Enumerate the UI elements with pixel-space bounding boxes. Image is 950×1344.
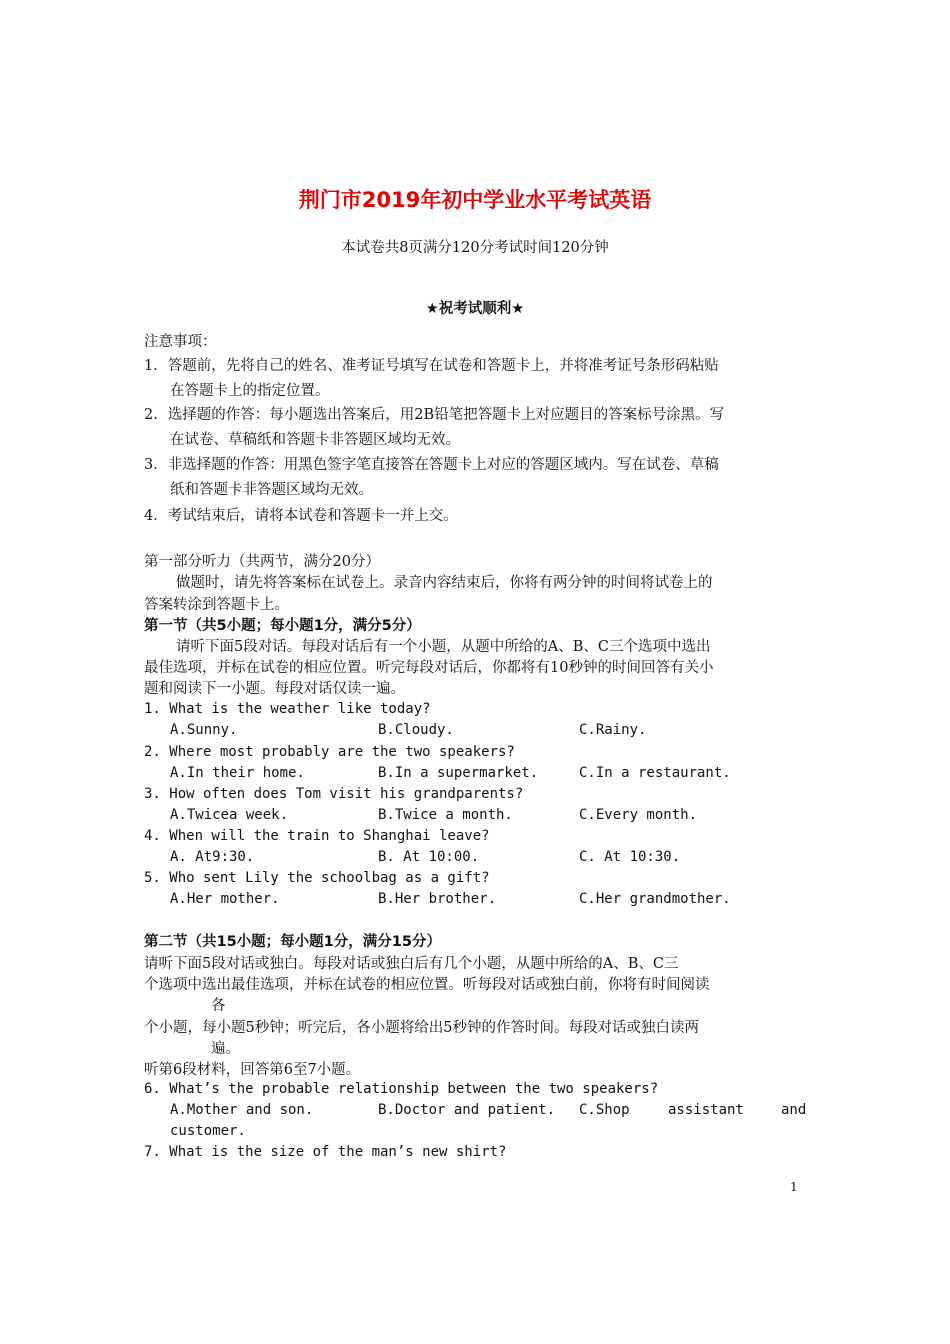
note-4: 4．考试结束后，请将本试卷和答题卡一并上交。 [144, 508, 458, 524]
option-c: C.In a restaurant. [579, 765, 731, 781]
option-c-cont: customer. [170, 1123, 246, 1139]
note-2: 2．选择题的作答：每小题选出答案后，用2B铅笔把答题卡上对应题目的答案标号涂黑。写 [144, 407, 725, 423]
question-3: 3. How often does Tom visit his grandparents? [144, 786, 524, 802]
section1-instructions-2: 最佳选项，并标在试卷的相应位置。听完每段对话后，你都将有10秒钟的时间回答有关小 [144, 660, 714, 676]
question-6: 6. What’s the probable relationship between the two speakers? [144, 1081, 659, 1097]
option-a: A.In their home. [170, 765, 305, 781]
section2-instructions-3: 各 [211, 998, 226, 1014]
question-1: 1. What is the weather like today? [144, 701, 431, 717]
part1-intro: 做题时，请先将答案标在试卷上。录音内容结束后，你将有两分钟的时间将试卷上的 [176, 575, 713, 591]
note-3-cont: 纸和答题卡非答题区域均无效。 [170, 482, 373, 498]
part1-intro-cont: 答案转涂到答题卡上。 [144, 597, 289, 613]
section2-title: 第二节（共15小题；每小题1分，满分15分） [144, 934, 441, 950]
page-title: 荆门市2019年初中学业水平考试英语 [298, 188, 652, 212]
option-c: C.Shop [579, 1102, 630, 1118]
section1-instructions: 请听下面5段对话。每段对话后有一个小题，从题中所给的A、B、C三个选项中选出 [176, 639, 711, 655]
option-c: C.Every month. [579, 807, 698, 823]
material-6-instruction: 听第6段材料，回答第6至7小题。 [144, 1062, 361, 1078]
option-a: A.Twicea week. [170, 807, 289, 823]
option-a: A.Mother and son. [170, 1102, 314, 1118]
section2-instructions-4: 个小题，每小题5秒钟；听完后，各小题将给出5秒钟的作答时间。每段对话或独白读两 [144, 1020, 699, 1036]
option-c: C. At 10:30. [579, 849, 681, 865]
option-a: A. At9:30. [170, 849, 255, 865]
option-a: A.Sunny. [170, 722, 238, 738]
question-5: 5. Who sent Lily the schoolbag as a gift? [144, 870, 490, 886]
option-c: C.Her grandmother. [579, 891, 731, 907]
notes-heading: 注意事项： [144, 334, 217, 350]
section1-instructions-3: 题和阅读下一小题。每段对话仅读一遍。 [144, 681, 405, 697]
option-b: B.Her brother. [378, 891, 497, 907]
question-2: 2. Where most probably are the two speakers? [144, 744, 515, 760]
option-c-word: and [781, 1102, 807, 1118]
section2-instructions-5: 遍。 [211, 1041, 240, 1057]
question-7: 7. What is the size of the man’s new shirt? [144, 1144, 507, 1160]
section2-instructions: 请听下面5段对话或独白。每段对话或独白后有几个小题，从题中所给的A、B、C三 [144, 956, 679, 972]
exam-info: 本试卷共8页满分120分考试时间120分钟 [341, 240, 609, 256]
option-c-word: assistant [668, 1102, 744, 1118]
note-1-cont: 在答题卡上的指定位置。 [170, 383, 330, 399]
note-3: 3．非选择题的作答：用黑色签字笔直接答在答题卡上对应的答题区域内。写在试卷、草稿 [144, 457, 719, 473]
question-4: 4. When will the train to Shanghai leave? [144, 828, 490, 844]
option-b: B.Twice a month. [378, 807, 513, 823]
note-2-cont: 在试卷、草稿纸和答题卡非答题区域均无效。 [170, 432, 460, 448]
part1-heading: 第一部分听力（共两节，满分20分） [144, 554, 380, 570]
option-a: A.Her mother. [170, 891, 280, 907]
section2-instructions-2: 个选项中选出最佳选项，并标在试卷的相应位置。听每段对话或独白前，你将有时间阅读 [144, 977, 710, 993]
option-b: B.Doctor and patient. [378, 1102, 556, 1118]
option-c: C.Rainy. [579, 722, 647, 738]
good-luck-line: ★祝考试顺利★ [425, 301, 525, 317]
note-1: 1．答题前，先将自己的姓名、准考证号填写在试卷和答题卡上，并将准考证号条形码粘贴 [144, 358, 719, 374]
option-b: B.Cloudy. [378, 722, 454, 738]
option-b: B. At 10:00. [378, 849, 480, 865]
page-number: 1 [790, 1180, 798, 1194]
option-b: B.In a supermarket. [378, 765, 539, 781]
section1-title: 第一节（共5小题；每小题1分，满分5分） [144, 618, 421, 634]
